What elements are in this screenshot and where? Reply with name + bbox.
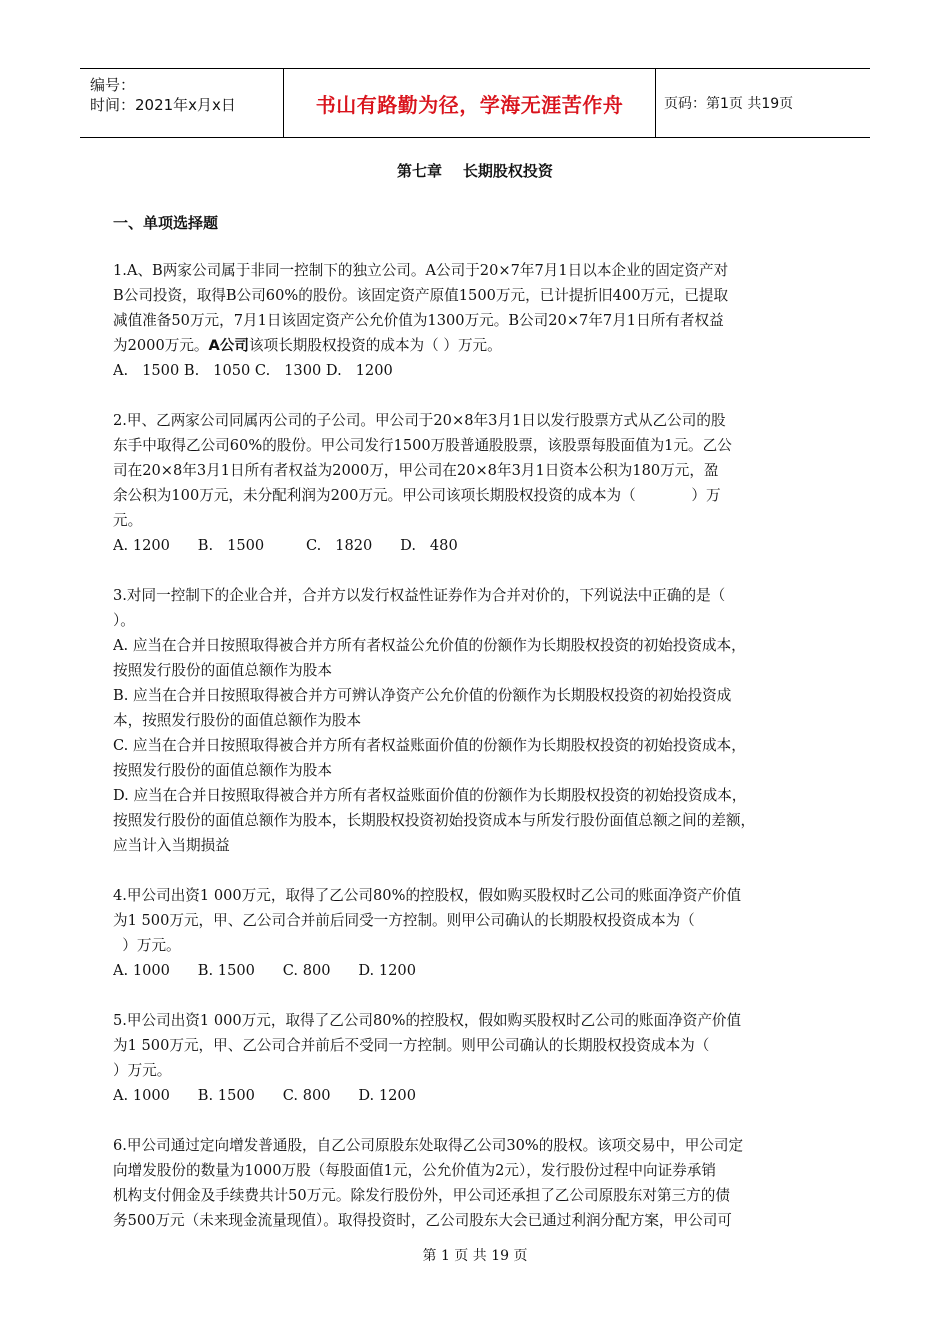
option-b-line: B. 应当在合并日按照取得被合并方可辨认净资产公允价值的份额作为长期股权投资的初始投资成	[113, 687, 732, 704]
document-header	[80, 68, 870, 138]
option-c-line: 按照发行股份的面值总额作为股本	[113, 762, 332, 779]
page-footer: 第 1 页 共 19 页	[422, 1248, 528, 1264]
header-page-number: 页码：第1页 共19页	[664, 96, 794, 112]
document-date: 时间：2021年x月x日	[90, 96, 236, 114]
question-text-line: 减值准备50万元，7月1日该固定资产公允价值为1300万元。B公司20×7年7月1日所有者权益	[113, 312, 724, 329]
question-text-line: 4.甲公司出资1 000万元，取得了乙公司80%的控股权，假如购买股权时乙公司的账面净资产价值	[113, 887, 742, 904]
question-text-segment: 为2000万元。	[113, 337, 209, 354]
question-text-line: ）。	[113, 612, 135, 629]
question-text-line: 机构支付佣金及手续费共计50万元。除发行股份外，甲公司还承担了乙公司原股东对第三方的债	[113, 1187, 730, 1204]
question-text-segment: 该项长期股权投资的成本为（ ）万元。	[249, 337, 502, 354]
question-text-line: 3.对同一控制下的企业合并，合并方以发行权益性证券作为合并对价的，下列说法中正确的是（	[113, 587, 726, 604]
question-text-line	[113, 333, 845, 358]
question-text-line: 元。	[113, 512, 143, 529]
option-d-line: D. 应当在合并日按照取得被合并方所有者权益账面价值的份额作为长期股权投资的初始投资成本，	[113, 787, 747, 804]
question-text-line: 为1 500万元，甲、乙公司合并前后同受一方控制。则甲公司确认的长期股权投资成本为（	[113, 912, 695, 929]
question-text-line: 5.甲公司出资1 000万元，取得了乙公司80%的控股权，假如购买股权时乙公司的账面净资产价值	[113, 1012, 742, 1029]
question-text-line: ）万元。	[113, 937, 181, 954]
question-text-line: ）万元。	[113, 1062, 172, 1079]
question-text-line: 为1 500万元，甲、乙公司合并前后不受同一方控制。则甲公司确认的长期股权投资成本为（	[113, 1037, 710, 1054]
header-meta	[80, 69, 283, 137]
option-d-line: 按照发行股份的面值总额作为股本，长期股权投资初始投资成本与所发行股份面值总额之间的差额，	[113, 812, 756, 829]
question-text-line: 6.甲公司通过定向增发普通股，自乙公司原股东处取得乙公司30%的股权。该项交易中，甲公司定	[113, 1137, 744, 1154]
option-c-line: C. 应当在合并日按照取得被合并方所有者权益账面价值的份额作为长期股权投资的初始投资成本，	[113, 737, 746, 754]
question-text-line: 1.A、B两家公司属于非同一控制下的独立公司。A公司于20×7年7月1日以本企业的固定资产对	[113, 262, 729, 279]
question-text-line: B公司投资，取得B公司60%的股份。该固定资产原值1500万元，已计提折旧400万元，已提取	[113, 287, 729, 304]
question-1	[113, 258, 845, 383]
question-text-line: 务500万元（未来现金流量现值）。取得投资时，乙公司股东大会已通过利润分配方案，甲公司可	[113, 1212, 732, 1229]
question-text-line: 2.甲、乙两家公司同属丙公司的子公司。甲公司于20×8年3月1日以发行股票方式从乙公司的股	[113, 412, 726, 429]
question-3	[113, 583, 845, 858]
question-5	[113, 1008, 845, 1108]
question-text-line: 余公积为100万元，未分配利润为200万元。甲公司该项长期股权投资的成本为（ ）万	[113, 487, 721, 504]
option-a-line: A. 应当在合并日按照取得被合并方所有者权益公允价值的份额作为长期股权投资的初始投资成本，	[113, 637, 746, 654]
option-a-line: 按照发行股份的面值总额作为股本	[113, 662, 332, 679]
answer-options: A. 1000 B. 1500 C. 800 D. 1200	[113, 962, 416, 979]
answer-options: A. 1200 B. 1500 C. 1820 D. 480	[113, 537, 458, 554]
document-body	[113, 258, 845, 1258]
question-text-line: 向增发股份的数量为1000万股（每股面值1元，公允价值为2元），发行股份过程中向证券承销	[113, 1162, 716, 1179]
question-6	[113, 1133, 845, 1233]
document-number: 编号：	[90, 76, 136, 94]
option-b-line: 本，按照发行股份的面值总额作为股本	[113, 712, 362, 729]
chapter-title: 第七章 长期股权投资	[397, 162, 553, 180]
question-4	[113, 883, 845, 983]
bold-company-name: A公司	[208, 337, 249, 354]
header-motto: 书山有路勤为径，学海无涯苦作舟	[283, 69, 656, 137]
option-d-line: 应当计入当期损益	[113, 837, 230, 854]
question-text-line: 东手中取得乙公司60%的股份。甲公司发行1500万股普通股股票，该股票每股面值为1元。乙公	[113, 437, 732, 454]
question-2	[113, 408, 845, 558]
answer-options: A. 1500 B. 1050 C. 1300 D. 1200	[113, 362, 393, 379]
question-text-line: 司在20×8年3月1日所有者权益为2000万，甲公司在20×8年3月1日资本公积为180万元，盈	[113, 462, 719, 479]
answer-options: A. 1000 B. 1500 C. 800 D. 1200	[113, 1087, 416, 1104]
section-title: 一、单项选择题	[113, 214, 219, 232]
